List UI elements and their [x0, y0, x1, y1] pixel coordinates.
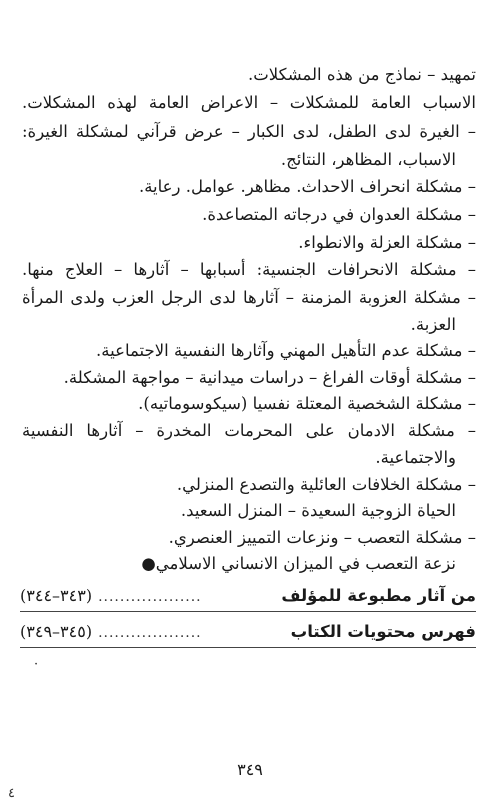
page-number: ٣٤٩	[237, 760, 263, 779]
toc-dot-leader: ...................	[98, 625, 202, 641]
text-line: – مشكلة انحراف الاحداث. مظاهر. عوامل. رعاية.	[138, 177, 476, 196]
stray-mark: ·	[34, 657, 39, 672]
text-line: – مشكلة الانحرافات الجنسية: أسبابها – آثارها – العلاج منها.	[22, 260, 476, 279]
text-line: – مشكلة العدوان في درجاته المتصاعدة.	[202, 205, 476, 224]
text-line: – الغيرة لدى الطفل، لدى الكبار – عرض قرآني لمشكلة الغيرة:	[22, 122, 476, 141]
text-line: نزعة التعصب في الميزان الانساني الاسلامي●	[141, 554, 456, 573]
toc-entry-author-works	[20, 584, 476, 610]
text-line: – مشكلة أوقات الفراغ – دراسات ميدانية – مواجهة المشكلة.	[63, 368, 476, 387]
text-line: – مشكلة الشخصية المعتلة نفسيا (سيكوسوماتيه).	[138, 394, 476, 413]
toc-entry-contents	[20, 620, 476, 646]
text-line: تمهيد – نماذج من هذه المشكلات.	[247, 65, 476, 84]
divider-line	[20, 611, 476, 612]
toc-page-range: (٣٤٣–٣٤٤)	[20, 586, 93, 605]
text-line: الاسباب، المظاهر، النتائج.	[280, 150, 456, 169]
toc-dot-leader: ...................	[98, 589, 202, 605]
text-line: – مشكلة التعصب – ونزعات التمييز العنصري.	[168, 528, 476, 547]
text-line: العزبة.	[410, 315, 456, 334]
toc-entry-title: من آثار مطبوعة للمؤلف	[281, 586, 476, 605]
text-line: – مشكلة العزوبة المزمنة – آثارها لدى الرجل العزب ولدى المرأة	[22, 288, 476, 307]
text-line: – مشكلة العزلة والانطواء.	[298, 233, 476, 252]
corner-mark: ٤	[8, 786, 15, 801]
text-line: – مشكلة الخلافات العائلية والتصدع المنزلي.	[176, 475, 476, 494]
text-line: – مشكلة عدم التأهيل المهني وآثارها النفسية الاجتماعية.	[96, 341, 476, 360]
toc-entry-title: فهرس محتويات الكتاب	[290, 622, 476, 641]
divider-line	[20, 647, 476, 648]
text-line: – مشكلة الادمان على المحرمات المخدرة – آثارها النفسية	[22, 421, 476, 440]
toc-page-range: (٣٤٥–٣٤٩)	[20, 622, 93, 641]
text-line: الاسباب العامة للمشكلات – الاعراض العامة لهذه المشكلات.	[22, 93, 476, 112]
text-line: الحياة الزوجية السعيدة – المنزل السعيد.	[180, 501, 456, 520]
text-line: والاجتماعية.	[375, 448, 456, 467]
